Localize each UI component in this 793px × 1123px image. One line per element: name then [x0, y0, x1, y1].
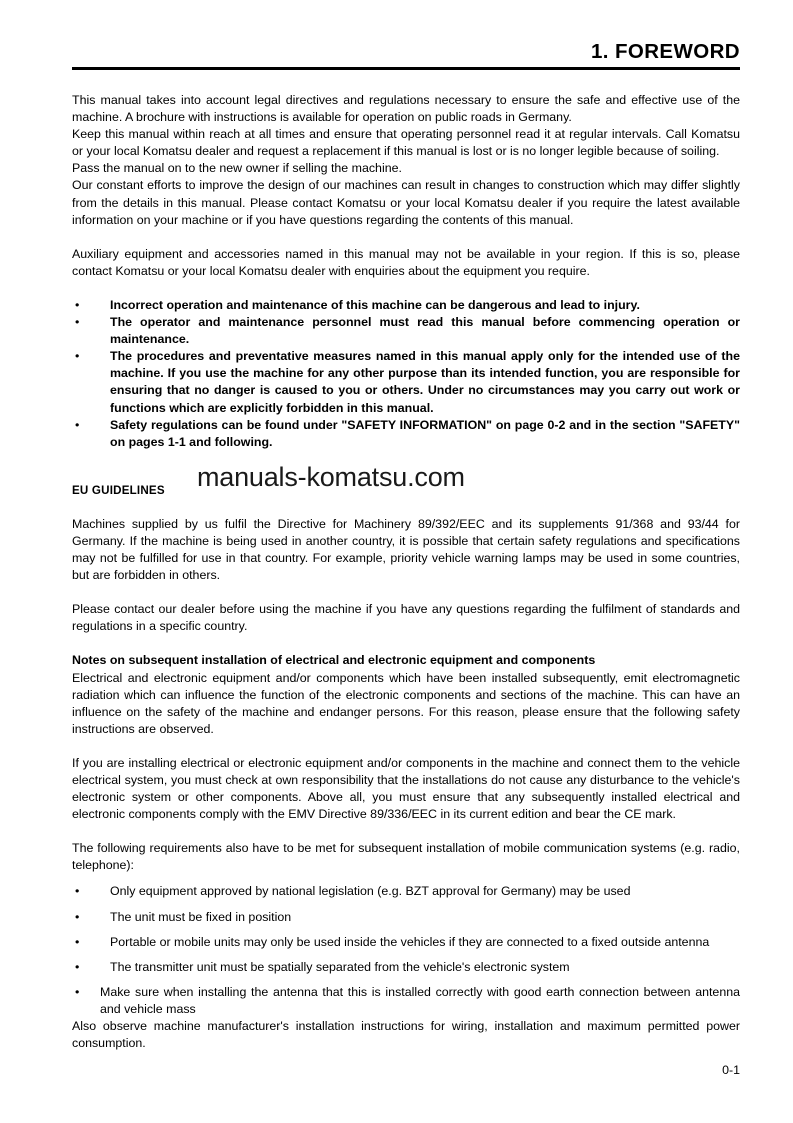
bullet-icon: • — [75, 417, 80, 432]
spacer — [72, 280, 740, 297]
list-item-text: The operator and maintenance personnel must read this manual before commencing operation or maintenance. — [110, 315, 740, 347]
page-header — [72, 40, 740, 70]
bullet-icon: • — [75, 315, 80, 330]
list-item — [72, 984, 740, 1018]
paragraph-pass-manual: Pass the manual on to the new owner if selling the machine. — [72, 161, 402, 176]
bullet-icon: • — [75, 984, 80, 999]
paragraph-constant-efforts: Our constant efforts to improve the design of our machines can result in changes to construction which may differ slightly from the details in this manual. Please contact Komatsu or your local Komatsu dealer if you require the latest available information on your machine or if you have questions regarding the contents of this manual. — [72, 178, 740, 227]
bullet-icon: • — [75, 934, 80, 949]
paragraph-auxiliary-equipment: Auxiliary equipment and accessories named in this manual may not be available in your region. If this is so, please contact Komatsu or your local Komatsu dealer with enquiries about the equipment you require. — [72, 246, 740, 278]
paragraph-intro-manual: This manual takes into account legal directives and regulations necessary to ensure the safe and effective use of the machine. A brochure with instructions is available for operation on public roads in Germany. — [72, 93, 740, 125]
paragraph-keep-manual: Keep this manual within reach at all times and ensure that operating personnel read it at regular intervals. Call Komatsu or your local Komatsu dealer and request a replacement if this manual is lost or is no longer legible because of soiling. — [72, 127, 740, 159]
paragraph-contact-dealer: Please contact our dealer before using the machine if you have any questions regarding the fulfilment of standards and regulations in a specific country. — [72, 602, 740, 634]
list-item-text: Incorrect operation and maintenance of this machine can be dangerous and lead to injury. — [110, 297, 640, 312]
list-item — [72, 934, 740, 951]
list-item-text: The procedures and preventative measures named in this manual apply only for the intended use of the machine. If you use the machine for any other purpose than its intended function, you are responsible for ensuring that no danger is caused to you or others. Under no circumstances may you carry out work or functions which are explicitly forbidden in this manual. — [110, 349, 740, 415]
bullet-icon: • — [75, 349, 80, 364]
mobile-bullet-list — [72, 883, 740, 1018]
page-footer — [72, 1062, 740, 1078]
list-item — [72, 417, 740, 451]
list-item-text: The transmitter unit must be spatially separated from the vehicle's electronic system — [110, 959, 570, 974]
section-heading-eu-guidelines: EU GUIDELINES — [72, 483, 165, 497]
spacer — [72, 823, 740, 840]
list-item-text: Make sure when installing the antenna that this is installed correctly with good earth connection between antenna and vehicle mass — [100, 984, 740, 1016]
bullet-icon: • — [75, 297, 80, 312]
paragraph-manufacturer-instructions: Also observe machine manufacturer's installation instructions for wiring, installation and maximum permitted power consumption. — [72, 1019, 740, 1051]
bullet-icon: • — [75, 959, 80, 974]
list-item — [72, 959, 740, 976]
list-item — [72, 883, 740, 900]
spacer — [72, 584, 740, 601]
section-heading-notes-installation: Notes on subsequent installation of electrical and electronic equipment and components — [72, 653, 596, 668]
safety-bullet-list — [72, 297, 740, 451]
list-item — [72, 348, 740, 416]
paragraph-machinery-directive: Machines supplied by us fulfil the Directive for Machinery 89/392/EEC and its supplements 91/368 and 93/44 for Germany. If the machine is being used in another country, it is possible that certain safety regulations and specifications may not be fulfilled for use in that country. For example, priority vehicle warning lamps may be used in some countries, but are forbidden in others. — [72, 516, 740, 583]
paragraph-emv-directive: If you are installing electrical or electronic equipment and/or components in the machine and connect them to the vehicle electrical system, you must check at own responsibility that the installations do not cause any disturbance to the vehicle's electronic system or other components. Above all, you must ensure that any subsequently installed electrical and electronic components comply with the EMV Directive 89/336/EEC in its current edition and bear the CE mark. — [72, 755, 740, 822]
list-item-text: The unit must be fixed in position — [110, 909, 292, 924]
list-item-text: Safety regulations can be found under "SAFETY INFORMATION" on page 0-2 and in the section "SAFETY" on pages 1-1 and following. — [110, 417, 740, 449]
page-title: 1. FOREWORD — [590, 40, 740, 63]
spacer — [72, 229, 740, 246]
paragraph-mobile-communication: The following requirements also have to be met for subsequent installation of mobile communication systems (e.g. radio, telephone): — [72, 841, 740, 873]
page-number: 0-1 — [722, 1063, 740, 1077]
list-item-text: Portable or mobile units may only be used inside the vehicles if they are connected to a fixed outside antenna — [110, 934, 710, 949]
spacer — [72, 635, 740, 652]
document-body — [72, 92, 740, 1052]
list-item — [72, 314, 740, 348]
paragraph-electromagnetic-radiation: Electrical and electronic equipment and/or components which have been installed subsequently, emit electromagnetic radiation which can influence the function of the electronic components and sections of the machine. This can have an influence on the safety of the machine and endanger persons. For this reason, please ensure that the following safety instructions are observed. — [72, 670, 740, 736]
list-item — [72, 909, 740, 926]
watermark-text: manuals-komatsu.com — [197, 462, 465, 492]
spacer — [72, 738, 740, 755]
header-divider — [72, 67, 740, 70]
list-item — [72, 297, 740, 314]
spacer — [72, 499, 740, 516]
list-item-text: Only equipment approved by national legislation (e.g. BZT approval for Germany) may be used — [110, 884, 631, 899]
bullet-icon: • — [75, 884, 80, 899]
bullet-icon: • — [75, 909, 80, 924]
spacer — [72, 874, 740, 883]
